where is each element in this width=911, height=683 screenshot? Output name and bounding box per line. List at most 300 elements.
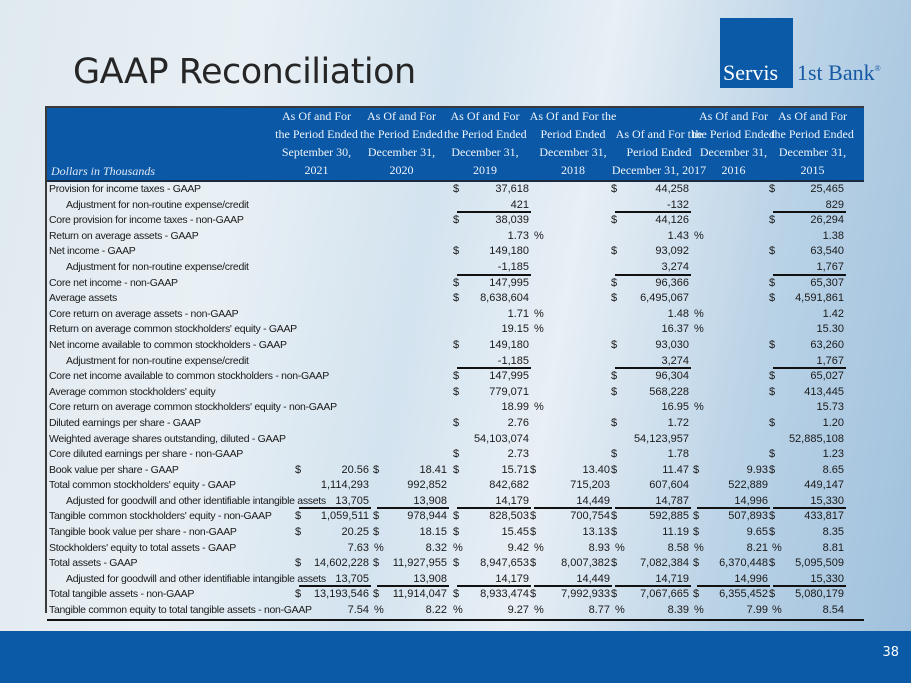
cell-value: 3,274 bbox=[661, 354, 689, 367]
row-label: Adjustment for non-routine expense/credit bbox=[66, 260, 249, 273]
currency-symbol: $ bbox=[769, 557, 776, 570]
column-header bbox=[444, 107, 526, 179]
currency-symbol: $ bbox=[769, 214, 776, 227]
percent-sign: % bbox=[534, 541, 544, 554]
cell-value: 20.25 bbox=[341, 526, 369, 539]
table-row bbox=[47, 432, 864, 448]
cell-value: 8.22 bbox=[425, 604, 447, 617]
currency-symbol: $ bbox=[453, 245, 460, 258]
currency-symbol: $ bbox=[769, 448, 776, 461]
cell-value: 978,944 bbox=[407, 510, 447, 523]
currency-symbol: $ bbox=[453, 370, 460, 383]
cell-value: 52,885,108 bbox=[788, 432, 844, 445]
column-header-line: December 31, bbox=[539, 145, 607, 159]
row-label: Adjustment for non-routine expense/credit bbox=[66, 354, 249, 367]
table-row bbox=[47, 400, 864, 416]
currency-symbol: $ bbox=[295, 510, 302, 523]
row-label: Total common stockholders' equity - GAAP bbox=[49, 479, 236, 492]
currency-symbol: $ bbox=[530, 588, 537, 601]
currency-symbol: $ bbox=[769, 463, 776, 476]
cell-value: 14,787 bbox=[655, 494, 689, 507]
cell-value: 13.13 bbox=[582, 526, 610, 539]
cell-value: 1.42 bbox=[822, 307, 844, 320]
cell-value: 8.21 bbox=[746, 541, 768, 554]
column-header-line: As Of and For bbox=[367, 109, 436, 123]
table-row bbox=[47, 416, 864, 432]
cell-value: 3,274 bbox=[661, 260, 689, 273]
currency-symbol: $ bbox=[453, 292, 460, 305]
percent-sign: % bbox=[694, 401, 704, 414]
column-header-line: December 31, bbox=[451, 145, 519, 159]
cell-value: 96,304 bbox=[655, 370, 689, 383]
cell-value: 8.77 bbox=[588, 604, 610, 617]
row-label: Core provision for income taxes - non-GAAP bbox=[49, 214, 244, 227]
column-header-line: As Of and For bbox=[778, 109, 847, 123]
cell-value: 715,203 bbox=[570, 479, 610, 492]
cell-value: 25,465 bbox=[810, 183, 844, 195]
currency-symbol: $ bbox=[453, 463, 460, 476]
currency-symbol: $ bbox=[453, 338, 460, 351]
percent-sign: % bbox=[694, 307, 704, 320]
cell-value: 63,540 bbox=[810, 245, 844, 258]
table-header bbox=[47, 108, 864, 182]
cell-value: -1,185 bbox=[497, 260, 529, 273]
column-header-line: December 31, bbox=[778, 145, 847, 159]
percent-sign: % bbox=[374, 604, 384, 617]
cell-value: 700,754 bbox=[570, 510, 610, 523]
cell-value: 779,071 bbox=[489, 385, 529, 398]
percent-sign: % bbox=[694, 604, 704, 617]
cell-value: 8.58 bbox=[667, 541, 689, 554]
percent-sign: % bbox=[374, 541, 384, 554]
cell-value: 4,591,861 bbox=[795, 292, 844, 305]
table-row bbox=[47, 182, 864, 198]
cell-value: 15,330 bbox=[810, 572, 844, 585]
row-label: Stockholders' equity to total assets - GAAP bbox=[49, 541, 236, 554]
cell-value: 14,449 bbox=[576, 572, 610, 585]
cell-value: 8.35 bbox=[822, 526, 844, 539]
cell-value: 18.41 bbox=[419, 463, 447, 476]
cell-value: 38,039 bbox=[495, 214, 529, 227]
table-row bbox=[47, 307, 864, 323]
cell-value: 1.72 bbox=[667, 416, 689, 429]
units-label: Dollars in Thousands bbox=[51, 164, 156, 178]
currency-symbol: $ bbox=[611, 526, 618, 539]
row-label: Core diluted earnings per share - non-GAAP bbox=[49, 448, 244, 461]
cell-value: 522,889 bbox=[728, 479, 768, 492]
cell-value: 15.71 bbox=[501, 463, 529, 476]
cell-value: 1,114,293 bbox=[320, 479, 369, 492]
cell-value: 9.42 bbox=[507, 541, 529, 554]
cell-value: 11,914,047 bbox=[392, 588, 447, 601]
servisfirst-logo bbox=[720, 18, 910, 88]
cell-value: 14,179 bbox=[495, 494, 529, 507]
cell-value: 15.73 bbox=[816, 401, 844, 414]
currency-symbol: $ bbox=[453, 416, 460, 429]
cell-value: 568,228 bbox=[649, 385, 689, 398]
table-row bbox=[47, 229, 864, 245]
cell-value: 65,027 bbox=[810, 370, 844, 383]
currency-symbol: $ bbox=[611, 448, 618, 461]
currency-symbol: $ bbox=[530, 510, 537, 523]
table-row bbox=[47, 369, 864, 385]
currency-symbol: $ bbox=[295, 526, 302, 539]
row-label: Core return on average assets - non-GAAP bbox=[49, 307, 239, 320]
currency-symbol: $ bbox=[693, 526, 700, 539]
column-header-line: the Period Ended bbox=[275, 127, 358, 141]
column-header-line: As Of and For bbox=[699, 109, 768, 123]
currency-symbol: $ bbox=[693, 557, 700, 570]
column-header-line: December 31, bbox=[699, 145, 768, 159]
currency-symbol: $ bbox=[530, 557, 537, 570]
column-header bbox=[691, 107, 776, 179]
column-header-line: 2018 bbox=[561, 163, 585, 177]
row-label: Average common stockholders' equity bbox=[49, 385, 216, 398]
currency-symbol: $ bbox=[530, 463, 537, 476]
column-header-line bbox=[604, 89, 714, 107]
row-label: Core net income - non-GAAP bbox=[49, 276, 178, 289]
row-label: Adjustment for non-routine expense/credit bbox=[66, 198, 249, 211]
cell-value: 15,330 bbox=[810, 494, 844, 507]
table-row bbox=[47, 603, 864, 621]
currency-symbol: $ bbox=[611, 245, 618, 258]
currency-symbol: $ bbox=[373, 557, 380, 570]
table-row bbox=[47, 385, 864, 401]
column-header-line: As Of and For bbox=[282, 109, 351, 123]
slide-title: GAAP Reconciliation bbox=[73, 52, 416, 92]
cell-value: 11.19 bbox=[662, 526, 689, 539]
cell-value: 1.38 bbox=[822, 229, 844, 242]
table-row bbox=[47, 478, 864, 494]
currency-symbol: $ bbox=[295, 557, 302, 570]
table-row bbox=[47, 213, 864, 229]
currency-symbol: $ bbox=[693, 588, 700, 601]
currency-symbol: $ bbox=[769, 510, 776, 523]
currency-symbol: $ bbox=[769, 245, 776, 258]
currency-symbol: $ bbox=[373, 463, 380, 476]
cell-value: 18.15 bbox=[419, 526, 447, 539]
currency-symbol: $ bbox=[769, 588, 776, 601]
column-header-line: the Period Ended bbox=[444, 127, 527, 141]
percent-sign: % bbox=[534, 229, 544, 242]
column-header-line: As Of and For the bbox=[615, 127, 703, 141]
table-row bbox=[47, 572, 864, 588]
row-label: Tangible common stockholders' equity - non-GAAP bbox=[49, 510, 272, 523]
currency-symbol: $ bbox=[769, 385, 776, 398]
cell-value: 9.27 bbox=[507, 604, 529, 617]
logo-text-1st-bank: 1st Bank bbox=[797, 60, 875, 85]
currency-symbol: $ bbox=[693, 510, 700, 523]
row-label: Core return on average common stockholders' equity - non-GAAP bbox=[49, 401, 337, 414]
table-row bbox=[47, 322, 864, 338]
table-row bbox=[47, 198, 864, 214]
cell-value: 14,449 bbox=[576, 494, 610, 507]
column-header-line: December 31, 2017 bbox=[611, 163, 707, 177]
cell-value: 1.23 bbox=[822, 448, 844, 461]
percent-sign: % bbox=[772, 541, 782, 554]
cell-value: 26,294 bbox=[810, 214, 844, 227]
row-label: Diluted earnings per share - GAAP bbox=[49, 416, 201, 429]
currency-symbol: $ bbox=[453, 385, 460, 398]
currency-symbol: $ bbox=[453, 526, 460, 539]
currency-symbol: $ bbox=[453, 448, 460, 461]
cell-value: 6,355,452 bbox=[719, 588, 768, 601]
row-label: Net income - GAAP bbox=[49, 245, 136, 258]
percent-sign: % bbox=[615, 541, 625, 554]
column-header-line: 2016 bbox=[721, 163, 746, 177]
cell-value: 8,933,474 bbox=[480, 588, 529, 601]
registered-mark: ® bbox=[874, 64, 881, 73]
cell-value: 9.93 bbox=[746, 463, 768, 476]
table-row bbox=[47, 541, 864, 557]
cell-value: 8.54 bbox=[822, 604, 844, 617]
row-label: Return on average assets - GAAP bbox=[49, 229, 199, 242]
cell-value: 14,719 bbox=[655, 572, 689, 585]
table-row bbox=[47, 260, 864, 276]
column-header-line: As Of and For the bbox=[529, 109, 617, 123]
cell-value: 20.56 bbox=[341, 463, 369, 476]
cell-value: 6,495,067 bbox=[640, 292, 689, 305]
column-header-line: 2015 bbox=[800, 163, 825, 177]
cell-value: 8,947,653 bbox=[480, 557, 529, 570]
cell-value: 147,995 bbox=[489, 276, 529, 289]
cell-value: 507,893 bbox=[728, 510, 768, 523]
cell-value: 7,082,384 bbox=[640, 557, 689, 570]
currency-symbol: $ bbox=[611, 588, 618, 601]
currency-symbol: $ bbox=[611, 463, 618, 476]
cell-value: 11,927,955 bbox=[392, 557, 447, 570]
currency-symbol: $ bbox=[611, 370, 618, 383]
table-row bbox=[47, 509, 864, 525]
cell-value: 16.95 bbox=[661, 401, 689, 414]
cell-value: 8.39 bbox=[667, 604, 689, 617]
percent-sign: % bbox=[694, 541, 704, 554]
column-header bbox=[770, 107, 855, 179]
cell-value: 433,817 bbox=[804, 510, 844, 523]
cell-value: 54,123,957 bbox=[633, 432, 689, 445]
cell-value: 1.43 bbox=[667, 229, 689, 242]
logo-text-servis: Servis bbox=[723, 60, 778, 85]
cell-value: 413,445 bbox=[804, 385, 844, 398]
cell-value: 1.73 bbox=[507, 229, 529, 242]
cell-value: -132 bbox=[666, 198, 689, 211]
row-label: Weighted average shares outstanding, diluted - GAAP bbox=[49, 432, 286, 445]
row-label: Tangible book value per share - non-GAAP bbox=[49, 526, 237, 539]
cell-value: 2.76 bbox=[507, 416, 529, 429]
cell-value: 1,767 bbox=[816, 260, 844, 273]
cell-value: 37,618 bbox=[495, 183, 529, 195]
table-row bbox=[47, 354, 864, 370]
row-label: Adjusted for goodwill and other identifiable intangible assets bbox=[66, 494, 326, 507]
cell-value: 11.47 bbox=[662, 463, 689, 476]
row-label: Return on average common stockholders' equity - GAAP bbox=[49, 323, 297, 336]
column-header-line: 2019 bbox=[473, 163, 497, 177]
column-header-line: the Period Ended bbox=[771, 127, 854, 141]
row-label: Provision for income taxes - GAAP bbox=[49, 183, 201, 195]
cell-value: 592,885 bbox=[649, 510, 689, 523]
percent-sign: % bbox=[453, 604, 463, 617]
table-row bbox=[47, 338, 864, 354]
cell-value: 9.65 bbox=[746, 526, 768, 539]
currency-symbol: $ bbox=[453, 557, 460, 570]
cell-value: 842,682 bbox=[489, 479, 529, 492]
cell-value: 14,179 bbox=[495, 572, 529, 585]
cell-value: 63,260 bbox=[810, 338, 844, 351]
cell-value: 1.71 bbox=[507, 307, 529, 320]
table-row bbox=[47, 556, 864, 572]
cell-value: 13.40 bbox=[582, 463, 610, 476]
cell-value: 96,366 bbox=[655, 276, 689, 289]
currency-symbol: $ bbox=[769, 338, 776, 351]
cell-value: 44,258 bbox=[655, 183, 689, 195]
cell-value: 15.45 bbox=[501, 526, 529, 539]
table-row bbox=[47, 587, 864, 603]
cell-value: 7.54 bbox=[347, 604, 369, 617]
percent-sign: % bbox=[453, 541, 463, 554]
cell-value: 15.30 bbox=[816, 323, 844, 336]
column-header-line: the Period Ended bbox=[692, 127, 775, 141]
gaap-reconciliation-table bbox=[45, 106, 864, 617]
cell-value: 6,370,448 bbox=[719, 557, 768, 570]
percent-sign: % bbox=[534, 401, 544, 414]
cell-value: 1.20 bbox=[822, 416, 844, 429]
cell-value: 13,705 bbox=[335, 494, 369, 507]
currency-symbol: $ bbox=[611, 416, 618, 429]
cell-value: 8,638,604 bbox=[480, 292, 529, 305]
percent-sign: % bbox=[694, 229, 704, 242]
currency-symbol: $ bbox=[611, 510, 618, 523]
cell-value: 992,852 bbox=[407, 479, 447, 492]
currency-symbol: $ bbox=[769, 416, 776, 429]
cell-value: 14,996 bbox=[734, 572, 768, 585]
cell-value: 1,059,511 bbox=[320, 510, 369, 523]
cell-value: 7,067,665 bbox=[640, 588, 689, 601]
table-row bbox=[47, 463, 864, 479]
currency-symbol: $ bbox=[295, 588, 302, 601]
currency-symbol: $ bbox=[295, 463, 302, 476]
cell-value: 1,767 bbox=[816, 354, 844, 367]
cell-value: 14,996 bbox=[734, 494, 768, 507]
cell-value: 8.81 bbox=[822, 541, 844, 554]
page-number: 38 bbox=[882, 645, 899, 660]
cell-value: 449,147 bbox=[804, 479, 844, 492]
row-label: Adjusted for goodwill and other identifiable intangible assets bbox=[66, 572, 326, 585]
cell-value: 828,503 bbox=[489, 510, 529, 523]
cell-value: 13,193,546 bbox=[313, 588, 369, 601]
cell-value: 19.15 bbox=[501, 323, 529, 336]
column-header-line: Period Ended bbox=[540, 127, 606, 141]
currency-symbol: $ bbox=[611, 292, 618, 305]
cell-value: 13,705 bbox=[335, 572, 369, 585]
cell-value: 5,080,179 bbox=[795, 588, 844, 601]
cell-value: 5,095,509 bbox=[795, 557, 844, 570]
cell-value: 14,602,228 bbox=[313, 557, 369, 570]
percent-sign: % bbox=[694, 323, 704, 336]
cell-value: 65,307 bbox=[810, 276, 844, 289]
currency-symbol: $ bbox=[769, 276, 776, 289]
currency-symbol: $ bbox=[611, 183, 618, 195]
column-header-line: December 31, bbox=[367, 145, 436, 159]
row-label: Average assets bbox=[49, 292, 117, 305]
currency-symbol: $ bbox=[769, 183, 776, 195]
currency-symbol: $ bbox=[611, 385, 618, 398]
currency-symbol: $ bbox=[453, 214, 460, 227]
cell-value: 7,992,933 bbox=[561, 588, 610, 601]
cell-value: 8,007,382 bbox=[561, 557, 610, 570]
cell-value: 7.63 bbox=[347, 541, 369, 554]
logo-text-bank bbox=[797, 60, 881, 86]
percent-sign: % bbox=[534, 307, 544, 320]
table-row bbox=[47, 494, 864, 510]
cell-value: 421 bbox=[510, 198, 529, 211]
currency-symbol: $ bbox=[453, 183, 460, 195]
currency-symbol: $ bbox=[373, 510, 380, 523]
column-header-line: 2021 bbox=[304, 163, 329, 177]
column-header-line: Period Ended bbox=[626, 145, 692, 159]
column-header bbox=[359, 107, 444, 179]
cell-value: 8.65 bbox=[822, 463, 844, 476]
currency-symbol: $ bbox=[769, 370, 776, 383]
cell-value: -1,185 bbox=[497, 354, 529, 367]
currency-symbol: $ bbox=[693, 463, 700, 476]
cell-value: 44,126 bbox=[655, 214, 689, 227]
table-row bbox=[47, 447, 864, 463]
cell-value: 147,995 bbox=[489, 370, 529, 383]
table-row bbox=[47, 276, 864, 292]
cell-value: 13,908 bbox=[413, 572, 447, 585]
currency-symbol: $ bbox=[611, 214, 618, 227]
percent-sign: % bbox=[772, 604, 782, 617]
cell-value: 7.99 bbox=[746, 604, 768, 617]
currency-symbol: $ bbox=[769, 292, 776, 305]
column-header-line: As Of and For bbox=[450, 109, 520, 123]
cell-value: 2.73 bbox=[507, 448, 529, 461]
currency-symbol: $ bbox=[769, 526, 776, 539]
currency-symbol: $ bbox=[611, 338, 618, 351]
cell-value: 829 bbox=[825, 198, 844, 211]
table-row bbox=[47, 525, 864, 541]
currency-symbol: $ bbox=[373, 588, 380, 601]
cell-value: 1.48 bbox=[667, 307, 689, 320]
currency-symbol: $ bbox=[453, 510, 460, 523]
currency-symbol: $ bbox=[453, 588, 460, 601]
table-body bbox=[47, 182, 864, 621]
percent-sign: % bbox=[615, 604, 625, 617]
column-header bbox=[274, 107, 359, 179]
currency-symbol: $ bbox=[530, 526, 537, 539]
cell-value: 13,908 bbox=[413, 494, 447, 507]
row-label: Core net income available to common stockholders - non-GAAP bbox=[49, 370, 329, 383]
currency-symbol: $ bbox=[611, 276, 618, 289]
percent-sign: % bbox=[534, 604, 544, 617]
currency-symbol: $ bbox=[373, 526, 380, 539]
cell-value: 149,180 bbox=[489, 245, 529, 258]
row-label: Total tangible assets - non-GAAP bbox=[49, 588, 195, 601]
cell-value: 149,180 bbox=[489, 338, 529, 351]
row-label: Book value per share - GAAP bbox=[49, 463, 179, 476]
cell-value: 93,030 bbox=[655, 338, 689, 351]
cell-value: 54,103,074 bbox=[473, 432, 529, 445]
row-label: Tangible common equity to total tangible assets - non-GAAP bbox=[49, 604, 312, 617]
percent-sign: % bbox=[534, 323, 544, 336]
cell-value: 93,092 bbox=[655, 245, 689, 258]
table-row bbox=[47, 291, 864, 307]
cell-value: 607,604 bbox=[649, 479, 689, 492]
cell-value: 18.99 bbox=[501, 401, 529, 414]
cell-value: 1.78 bbox=[667, 448, 689, 461]
cell-value: 16.37 bbox=[661, 323, 689, 336]
column-header-line: 2020 bbox=[389, 163, 414, 177]
